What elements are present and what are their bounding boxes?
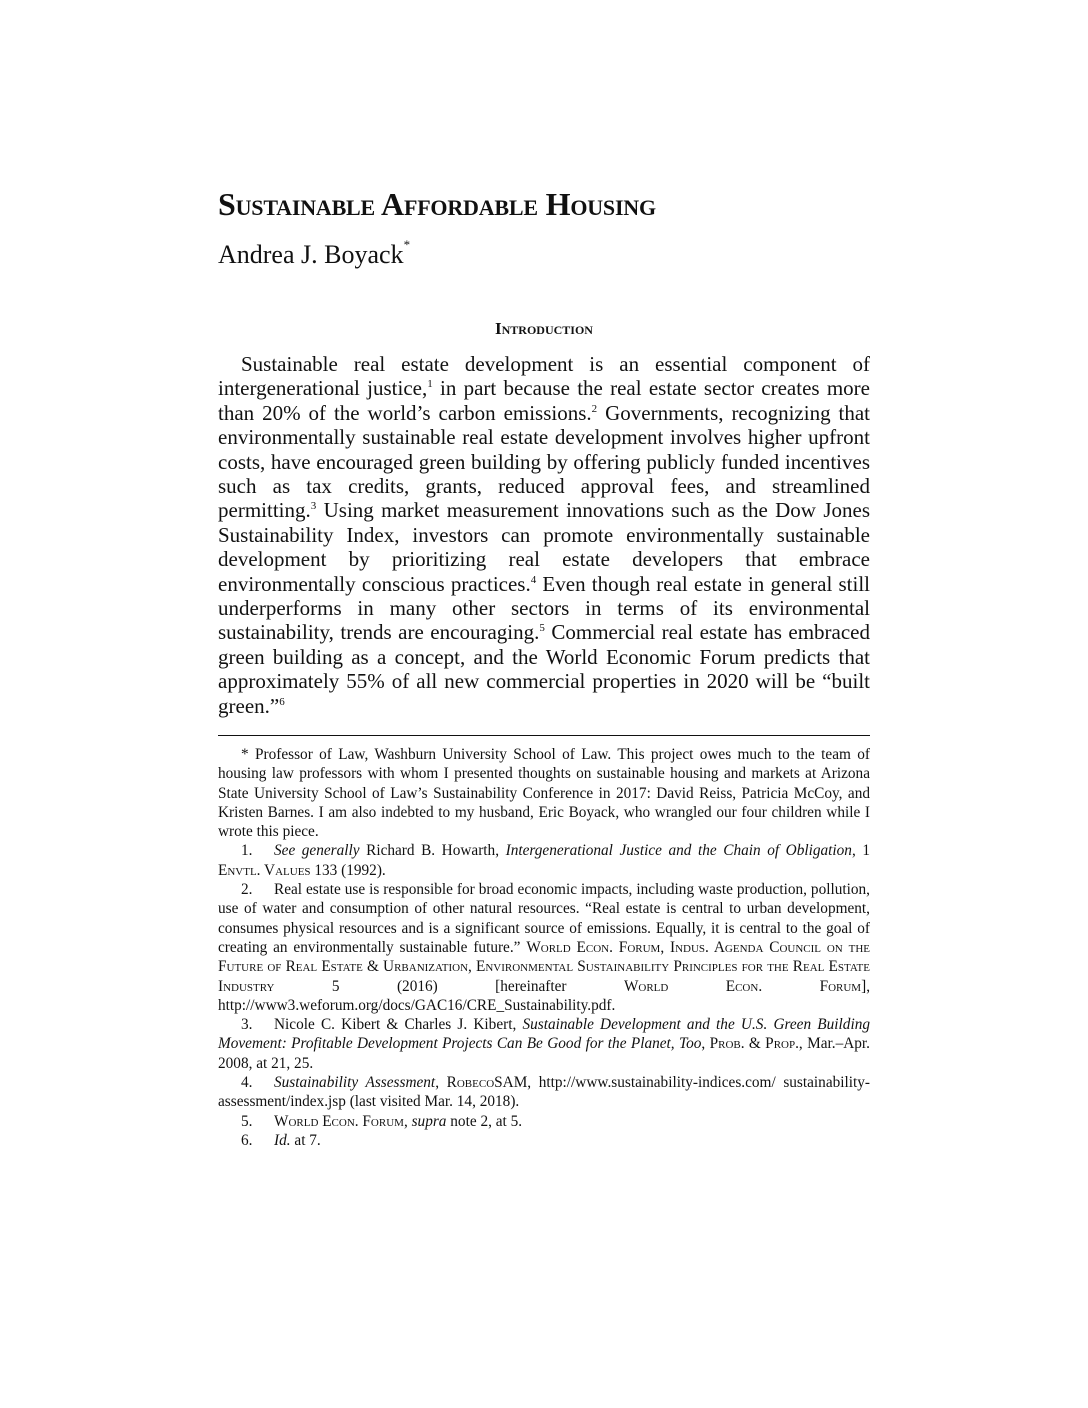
footnote-text: Real estate use is responsible for broad economic impacts, including waste production, pollution, use of water and consumption of other natural resources. “Real estate is central to urban development, consumes physical resources and is a significant source of emissions. Equally, it is central to the goal of creating an environmentally sustainable future.” [218,881,870,956]
author-footnote-mark: * [403,237,411,252]
footnote-text: , [403,1112,412,1130]
footnote-star [218,745,870,841]
footnote-ref-6: 6 [279,695,285,708]
footnote-number: 3. [241,1016,253,1034]
article-title: Sustainable Affordable Housing [218,186,656,222]
footnote-1 [218,841,870,880]
footnote-text: note 2, at 5. [446,1112,523,1130]
footnote-ref-1: 1 [427,378,433,391]
footnote-6 [218,1131,870,1150]
citation-signal: Id. [274,1131,291,1149]
cited-source: World Econ. Forum, Indus. Agenda Council on the Future of Real Estate & Urbanization, Environmental Sustainability Principles for the Real Estate Industry [218,938,870,995]
short-citation: World Econ. Forum [623,977,862,995]
footnote-star-mark: * [241,746,249,763]
footnote-4 [218,1073,870,1112]
footnote-text: , http://www.sustainability-indices.com/ sustainability-assessment/index.jsp (last visited Mar. 14, 2018). [218,1074,870,1111]
footnotes [218,745,870,1150]
footnote-text: , 1 [851,842,870,860]
citation-signal: See generally [274,842,360,860]
cited-organization: RobecoSAM [446,1074,528,1092]
intro-sentence-6: Commercial real estate has embraced green building as a concept, and the World Economic Forum predicts that approximately 55% of all new commercial properties in 2020 will be “built green.” [218,620,870,718]
footnote-text: ], http://www3.weforum.org/docs/GAC16/CRE_Sustainability.pdf. [218,977,871,1014]
footnote-ref-4: 4 [530,573,537,586]
footnote-number: 5. [241,1112,253,1130]
footnote-3 [218,1015,870,1073]
cited-journal: Envtl. Values [218,861,311,879]
footnote-text: , [701,1035,710,1053]
section-heading-introduction: Introduction [495,319,593,338]
cited-journal: Prob. & Prop. [709,1035,799,1053]
footnote-ref-5: 5 [539,622,545,635]
cited-title: Intergenerational Justice and the Chain of Obligation [505,842,852,860]
footnote-star-text: Professor of Law, Washburn University School of Law. This project owes much to the team of housing law professors with whom I presented thoughts on sustainable housing and markets at Arizona State University School of Law’s Sustainability Conference in 2017: David Reiss, Patricia McCoy, and Kristen Barnes. I am also indebted to my husband, Eric Boyack, who wrangled our four children while I wrote this piece. [218,746,870,841]
author-name: Andrea J. Boyack [218,240,404,269]
intro-sentence-2: in part because the real estate sector creates more than 20% of the world’s carbon emissions. [218,376,870,425]
intro-sentence-4: Using market measurement innovations such as the Dow Jones Sustainability Index, investors can promote environmentally sustainable development by prioritizing real estate developers that embrace environmentally conscious practices. [218,498,870,596]
footnote-number: 6. [241,1131,253,1149]
footnote-number: 4. [241,1074,253,1092]
footnote-text: Richard B. Howarth, [359,842,506,860]
intro-sentence-3: Governments, recognizing that environmentally sustainable real estate development involves higher upfront costs, have encouraged green building by offering publicly funded incentives such as tax credits, grants, reduced approval fees, and streamlined permitting. [218,400,870,523]
footnote-text: at 7. [290,1131,321,1149]
footnote-2 [218,880,870,1015]
footnote-text: , Mar.–Apr. 2008, at 21, 25. [218,1035,870,1072]
footnote-divider [218,735,870,736]
footnote-ref-3: 3 [310,500,317,513]
footnote-text: Nicole C. Kibert & Charles J. Kibert, [274,1016,523,1034]
intro-sentence-1: Sustainable real estate development is an essential component of intergenerational justice, [218,352,870,401]
intro-sentence-5: Even though real estate in general still underperforms in many other sectors in terms of its environmental sustainability, trends are encouraging. [218,571,870,645]
cited-source: World Econ. Forum [274,1112,404,1130]
article-author [218,238,870,272]
footnote-text: 133 (1992). [310,861,386,879]
footnote-text: , [435,1074,447,1092]
footnote-number: 1. [241,842,253,860]
footnote-text: 5 (2016) [hereinafter [274,977,624,995]
footnote-number: 2. [241,881,253,899]
footnote-5 [218,1112,870,1131]
footnote-ref-2: 2 [591,402,598,415]
cited-title: Sustainability Assessment [274,1074,436,1092]
introduction-paragraph [218,352,870,718]
cited-title: Sustainable Development and the U.S. Green Building Movement: Profitable Development Projects Can Be Good for the Planet, Too [218,1016,870,1053]
citation-signal: supra [411,1112,447,1130]
